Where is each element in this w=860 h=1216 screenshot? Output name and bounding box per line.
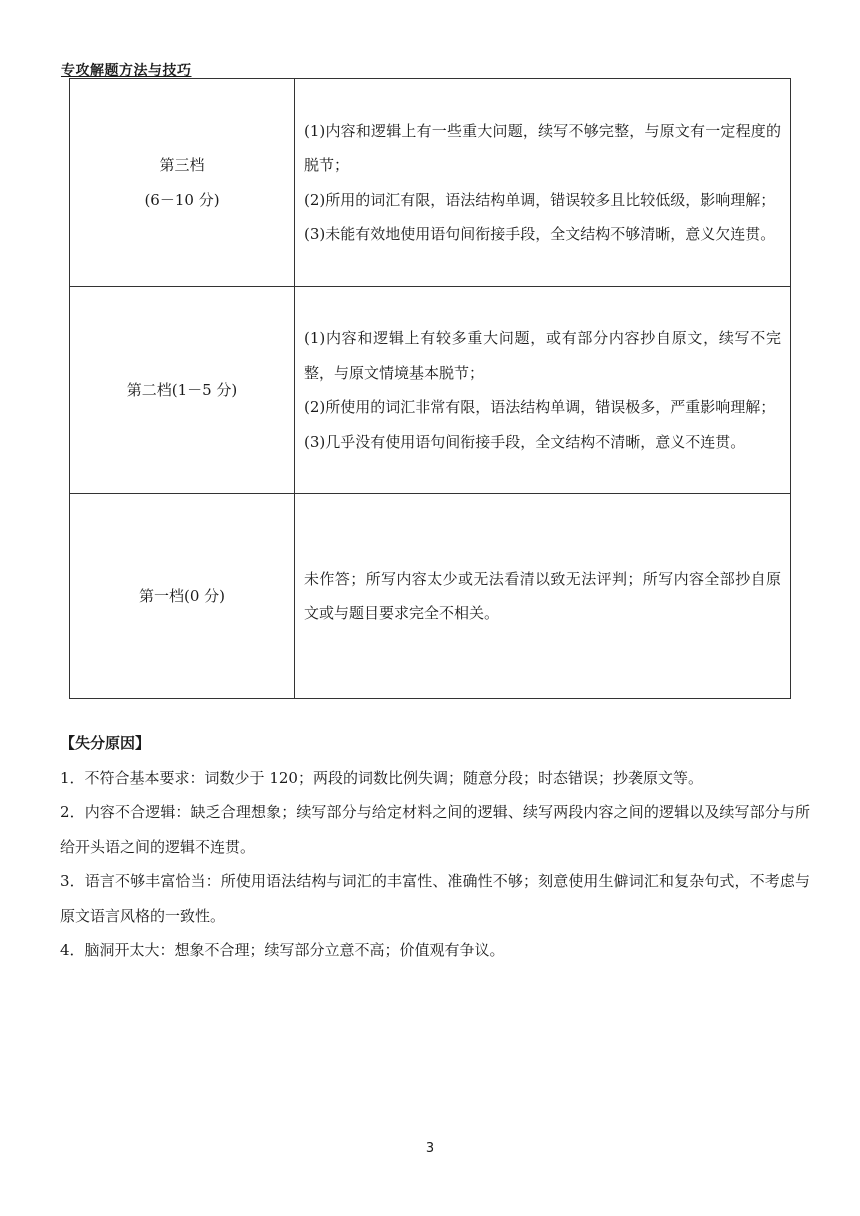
level-label: 第二档(1－5 分) bbox=[126, 380, 238, 399]
level-label: 第三档 bbox=[159, 156, 205, 174]
criteria-cell bbox=[295, 494, 791, 699]
criterion: (2)所用的词汇有限，语法结构单调，错误较多且比较低级，影响理解； bbox=[304, 190, 776, 209]
criterion: (1)内容和逻辑上有一些重大问题，续写不够完整，与原文有一定程度的脱节； bbox=[304, 121, 781, 174]
list-item: 1．不符合基本要求：词数少于 120；两段的词数比例失调；随意分段；时态错误；抄袭原文等。 bbox=[60, 768, 703, 787]
criteria-cell bbox=[295, 79, 791, 287]
lost-points-section bbox=[60, 726, 810, 968]
level-cell bbox=[70, 79, 295, 287]
level-cell bbox=[70, 494, 295, 699]
criterion: (1)内容和逻辑上有较多重大问题，或有部分内容抄自原文，续写不完整，与原文情境基本脱节； bbox=[304, 329, 781, 382]
criterion: (3)几乎没有使用语句间衔接手段，全文结构不清晰，意义不连贯。 bbox=[304, 432, 746, 451]
list-item: 2．内容不合逻辑：缺乏合理想象；续写部分与给定材料之间的逻辑、续写两段内容之间的逻辑以及续写部分与所给开头语之间的逻辑不连贯。 bbox=[60, 803, 810, 856]
criterion: (2)所使用的词汇非常有限，语法结构单调，错误极多，严重影响理解； bbox=[304, 398, 776, 416]
list-item: 4．脑洞开太大：想象不合理；续写部分立意不高；价值观有争议。 bbox=[60, 941, 505, 959]
page-number: 3 bbox=[425, 1141, 435, 1156]
criteria-cell bbox=[295, 287, 791, 494]
section-title: 【失分原因】 bbox=[60, 734, 151, 752]
section-header: 专攻解题方法与技巧 bbox=[61, 63, 192, 79]
criterion: (3)未能有效地使用语句间衔接手段，全文结构不够清晰，意义欠连贯。 bbox=[304, 225, 776, 243]
level-score: (6－10 分) bbox=[144, 190, 220, 209]
list-item: 3．语言不够丰富恰当：所使用语法结构与词汇的丰富性、准确性不够；刻意使用生僻词汇和复杂句式，不考虑与原文语言风格的一致性。 bbox=[60, 872, 810, 925]
table-row bbox=[70, 494, 791, 699]
level-cell bbox=[70, 287, 295, 494]
table-row bbox=[70, 287, 791, 494]
grading-table bbox=[69, 78, 791, 699]
table-row bbox=[70, 79, 791, 287]
level-label: 第一档(0 分) bbox=[138, 586, 226, 605]
criterion: 未作答；所写内容太少或无法看清以致无法评判；所写内容全部抄自原文或与题目要求完全不相关。 bbox=[304, 569, 781, 622]
